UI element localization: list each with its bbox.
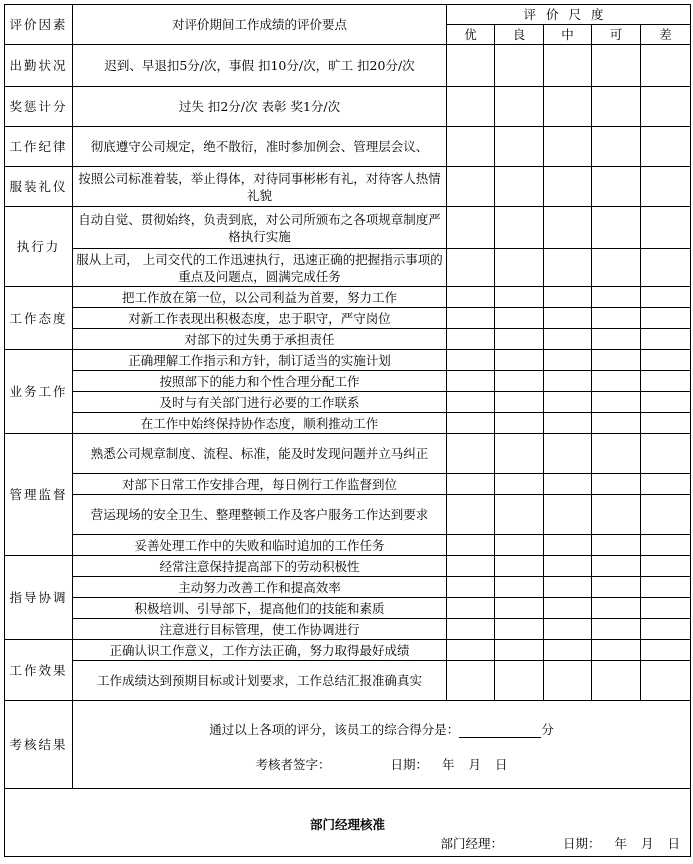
criteria-row [5, 474, 691, 495]
score-cell-good[interactable] [495, 371, 544, 392]
score-cell-poor[interactable] [641, 308, 691, 329]
criteria-text: 服从上司， 上司交代的工作迅速执行，迅速正确的把握指示事项的重点及问题点，圆满完成任务 [73, 249, 447, 287]
score-cell-fair[interactable] [592, 392, 641, 413]
criteria-row [5, 413, 691, 434]
score-cell-fair[interactable] [592, 577, 641, 598]
score-cell-average[interactable] [544, 661, 592, 701]
criteria-text: 彻底遵守公司规定，绝不散衍，准时参加例会、管理层会议、 [73, 127, 447, 167]
criteria-text: 工作成绩达到预期目标或计划要求，工作总结汇报准确真实 [73, 661, 447, 701]
score-cell-good[interactable] [495, 329, 544, 350]
criteria-text: 主动努力改善工作和提高效率 [73, 577, 447, 598]
criteria-row [5, 640, 691, 661]
score-cell-fair[interactable] [592, 413, 641, 434]
score-cell-good[interactable] [495, 207, 544, 249]
score-cell-fair[interactable] [592, 535, 641, 556]
score-cell-excellent[interactable] [447, 392, 495, 413]
manager-date-label: 日期： [563, 836, 601, 851]
criteria-row [5, 392, 691, 413]
score-cell-good[interactable] [495, 392, 544, 413]
result-score-line [76, 721, 687, 738]
result-label: 考核结果 [5, 701, 73, 789]
score-cell-poor[interactable] [641, 45, 691, 87]
score-cell-fair[interactable] [592, 619, 641, 640]
score-cell-poor[interactable] [641, 167, 691, 207]
score-cell-good[interactable] [495, 535, 544, 556]
score-cell-excellent[interactable] [447, 167, 495, 207]
score-cell-good[interactable] [495, 661, 544, 701]
score-cell-excellent[interactable] [447, 495, 495, 535]
score-cell-fair[interactable] [592, 350, 641, 371]
criteria-text: 对部下日常工作安排合理，每日例行工作监督到位 [73, 474, 447, 495]
score-cell-average[interactable] [544, 329, 592, 350]
score-cell-poor[interactable] [641, 287, 691, 308]
manager-year-label: 年 [614, 836, 628, 851]
criteria-row [5, 87, 691, 127]
score-cell-excellent[interactable] [447, 350, 495, 371]
score-cell-good[interactable] [495, 249, 544, 287]
category-label: 业务工作 [5, 350, 73, 434]
score-cell-good[interactable] [495, 495, 544, 535]
criteria-text: 过失 扣2分/次 表彰 奖1分/次 [73, 87, 447, 127]
score-cell-fair[interactable] [592, 474, 641, 495]
score-cell-good[interactable] [495, 619, 544, 640]
score-cell-fair[interactable] [592, 207, 641, 249]
category-label: 工作效果 [5, 640, 73, 701]
score-cell-good[interactable] [495, 434, 544, 474]
score-cell-poor[interactable] [641, 640, 691, 661]
manager-approval-title: 部门经理核准 [310, 817, 386, 832]
criteria-row [5, 308, 691, 329]
score-cell-average[interactable] [544, 167, 592, 207]
score-cell-average[interactable] [544, 127, 592, 167]
header-factor: 评价因素 [5, 5, 73, 45]
criteria-text: 正确理解工作指示和方针，制订适当的实施计划 [73, 350, 447, 371]
score-cell-good[interactable] [495, 308, 544, 329]
score-cell-fair[interactable] [592, 598, 641, 619]
result-score-suffix: 分 [541, 721, 554, 737]
score-cell-average[interactable] [544, 249, 592, 287]
score-cell-poor[interactable] [641, 350, 691, 371]
category-label: 服装礼仪 [5, 167, 73, 207]
score-cell-average[interactable] [544, 598, 592, 619]
grade-average: 中 [544, 25, 592, 45]
criteria-text: 按照公司标准着装，举止得体，对待同事彬彬有礼，对待客人热情礼貌 [73, 167, 447, 207]
grade-fair: 可 [592, 25, 641, 45]
manager-signature-line [440, 835, 680, 852]
score-cell-excellent[interactable] [447, 640, 495, 661]
criteria-row [5, 556, 691, 577]
score-cell-fair[interactable] [592, 329, 641, 350]
criteria-text: 对部下的过失勇于承担责任 [73, 329, 447, 350]
score-cell-poor[interactable] [641, 577, 691, 598]
score-cell-fair[interactable] [592, 661, 641, 701]
score-cell-fair[interactable] [592, 434, 641, 474]
manager-day-label: 日 [667, 836, 681, 851]
score-cell-fair[interactable] [592, 167, 641, 207]
category-label: 管理监督 [5, 434, 73, 556]
criteria-row [5, 127, 691, 167]
score-cell-average[interactable] [544, 413, 592, 434]
score-cell-fair[interactable] [592, 371, 641, 392]
score-cell-excellent[interactable] [447, 434, 495, 474]
result-month-label: 月 [468, 756, 482, 772]
criteria-row [5, 207, 691, 249]
header-points: 对评价期间工作成绩的评价要点 [73, 5, 447, 45]
score-cell-average[interactable] [544, 350, 592, 371]
score-cell-excellent[interactable] [447, 329, 495, 350]
score-cell-good[interactable] [495, 45, 544, 87]
criteria-row [5, 577, 691, 598]
score-cell-fair[interactable] [592, 495, 641, 535]
criteria-row [5, 598, 691, 619]
criteria-text: 注意进行目标管理，使工作协调进行 [73, 619, 447, 640]
score-cell-average[interactable] [544, 392, 592, 413]
score-cell-excellent[interactable] [447, 371, 495, 392]
category-label: 出勤状况 [5, 45, 73, 87]
criteria-row [5, 329, 691, 350]
score-cell-fair[interactable] [592, 87, 641, 127]
score-cell-excellent[interactable] [447, 87, 495, 127]
grade-poor: 差 [641, 25, 691, 45]
score-cell-good[interactable] [495, 474, 544, 495]
score-cell-average[interactable] [544, 495, 592, 535]
score-cell-fair[interactable] [592, 287, 641, 308]
score-cell-excellent[interactable] [447, 45, 495, 87]
score-cell-good[interactable] [495, 87, 544, 127]
criteria-text: 对新工作表现出积极态度，忠于职守，严守岗位 [73, 308, 447, 329]
score-cell-good[interactable] [495, 577, 544, 598]
manager-sign-label: 部门经理： [440, 836, 503, 851]
score-cell-excellent[interactable] [447, 661, 495, 701]
score-cell-average[interactable] [544, 287, 592, 308]
score-cell-average[interactable] [544, 434, 592, 474]
score-cell-average[interactable] [544, 535, 592, 556]
category-label: 指导协调 [5, 556, 73, 640]
score-cell-poor[interactable] [641, 535, 691, 556]
score-cell-excellent[interactable] [447, 619, 495, 640]
result-day-label: 日 [495, 756, 508, 772]
score-cell-fair[interactable] [592, 308, 641, 329]
score-cell-average[interactable] [544, 308, 592, 329]
score-cell-fair[interactable] [592, 127, 641, 167]
criteria-row [5, 45, 691, 87]
result-signature-line [76, 756, 687, 773]
criteria-row [5, 535, 691, 556]
criteria-row [5, 619, 691, 640]
score-blank-field[interactable] [459, 725, 541, 738]
criteria-text: 在工作中始终保持协作态度，顺利推动工作 [73, 413, 447, 434]
signer-label: 考核者签字： [255, 756, 331, 772]
criteria-text: 迟到、早退扣5分/次，事假 扣10分/次，旷工 扣20分/次 [73, 45, 447, 87]
score-cell-excellent[interactable] [447, 535, 495, 556]
score-cell-excellent[interactable] [447, 413, 495, 434]
result-score-prefix: 通过以上各项的评分，该员工的综合得分是： [209, 721, 460, 737]
category-label: 奖惩计分 [5, 87, 73, 127]
criteria-text: 妥善处理工作中的失败和临时追加的工作任务 [73, 535, 447, 556]
score-cell-excellent[interactable] [447, 577, 495, 598]
result-date-label: 日期： [390, 756, 429, 772]
score-cell-average[interactable] [544, 556, 592, 577]
score-cell-average[interactable] [544, 87, 592, 127]
criteria-row [5, 661, 691, 701]
score-cell-poor[interactable] [641, 413, 691, 434]
score-cell-poor[interactable] [641, 434, 691, 474]
result-year-label: 年 [442, 756, 455, 772]
criteria-row [5, 350, 691, 371]
score-cell-poor[interactable] [641, 392, 691, 413]
grade-good: 良 [495, 25, 544, 45]
grade-excellent: 优 [447, 25, 495, 45]
score-cell-average[interactable] [544, 640, 592, 661]
criteria-text: 正确认识工作意义，工作方法正确，努力取得最好成绩 [73, 640, 447, 661]
score-cell-poor[interactable] [641, 249, 691, 287]
score-cell-fair[interactable] [592, 249, 641, 287]
score-cell-poor[interactable] [641, 207, 691, 249]
score-cell-good[interactable] [495, 287, 544, 308]
score-cell-fair[interactable] [592, 45, 641, 87]
score-cell-average[interactable] [544, 45, 592, 87]
score-cell-poor[interactable] [641, 619, 691, 640]
score-cell-excellent[interactable] [447, 556, 495, 577]
score-cell-good[interactable] [495, 350, 544, 371]
score-cell-excellent[interactable] [447, 249, 495, 287]
score-cell-good[interactable] [495, 556, 544, 577]
score-cell-poor[interactable] [641, 556, 691, 577]
score-cell-poor[interactable] [641, 87, 691, 127]
criteria-text: 营运现场的安全卫生、整理整顿工作及客户服务工作达到要求 [73, 495, 447, 535]
criteria-text: 积极培训、引导部下，提高他们的技能和素质 [73, 598, 447, 619]
score-cell-poor[interactable] [641, 598, 691, 619]
criteria-row [5, 167, 691, 207]
score-cell-good[interactable] [495, 127, 544, 167]
score-cell-excellent[interactable] [447, 207, 495, 249]
score-cell-excellent[interactable] [447, 287, 495, 308]
score-cell-good[interactable] [495, 640, 544, 661]
criteria-row [5, 434, 691, 474]
category-label: 执行力 [5, 207, 73, 287]
criteria-text: 经常注意保持提高部下的劳动积极性 [73, 556, 447, 577]
result-cell [73, 701, 691, 789]
criteria-row [5, 287, 691, 308]
manager-approval-cell [5, 789, 691, 857]
score-cell-fair[interactable] [592, 640, 641, 661]
score-cell-poor[interactable] [641, 661, 691, 701]
criteria-text: 及时与有关部门进行必要的工作联系 [73, 392, 447, 413]
score-cell-excellent[interactable] [447, 474, 495, 495]
evaluation-form-table [4, 4, 691, 857]
header-scale: 评价尺度 [447, 5, 691, 25]
score-cell-average[interactable] [544, 577, 592, 598]
score-cell-poor[interactable] [641, 329, 691, 350]
category-label: 工作纪律 [5, 127, 73, 167]
criteria-text: 自动自觉、贯彻始终，负责到底，对公司所颁布之各项规章制度严格执行实施 [73, 207, 447, 249]
score-cell-poor[interactable] [641, 495, 691, 535]
score-cell-average[interactable] [544, 371, 592, 392]
score-cell-excellent[interactable] [447, 598, 495, 619]
criteria-row [5, 371, 691, 392]
score-cell-good[interactable] [495, 598, 544, 619]
criteria-text: 按照部下的能力和个性合理分配工作 [73, 371, 447, 392]
manager-month-label: 月 [641, 836, 654, 851]
score-cell-excellent[interactable] [447, 308, 495, 329]
score-cell-excellent[interactable] [447, 127, 495, 167]
criteria-text: 熟悉公司规章制度、流程、标准，能及时发现问题并立马纠正 [73, 434, 447, 474]
score-cell-poor[interactable] [641, 127, 691, 167]
criteria-row [5, 495, 691, 535]
score-cell-average[interactable] [544, 207, 592, 249]
criteria-text: 把工作放在第一位，以公司利益为首要，努力工作 [73, 287, 447, 308]
score-cell-average[interactable] [544, 619, 592, 640]
score-cell-good[interactable] [495, 413, 544, 434]
score-cell-poor[interactable] [641, 474, 691, 495]
score-cell-fair[interactable] [592, 556, 641, 577]
category-label: 工作态度 [5, 287, 73, 350]
score-cell-good[interactable] [495, 167, 544, 207]
score-cell-poor[interactable] [641, 371, 691, 392]
criteria-row [5, 249, 691, 287]
score-cell-average[interactable] [544, 474, 592, 495]
